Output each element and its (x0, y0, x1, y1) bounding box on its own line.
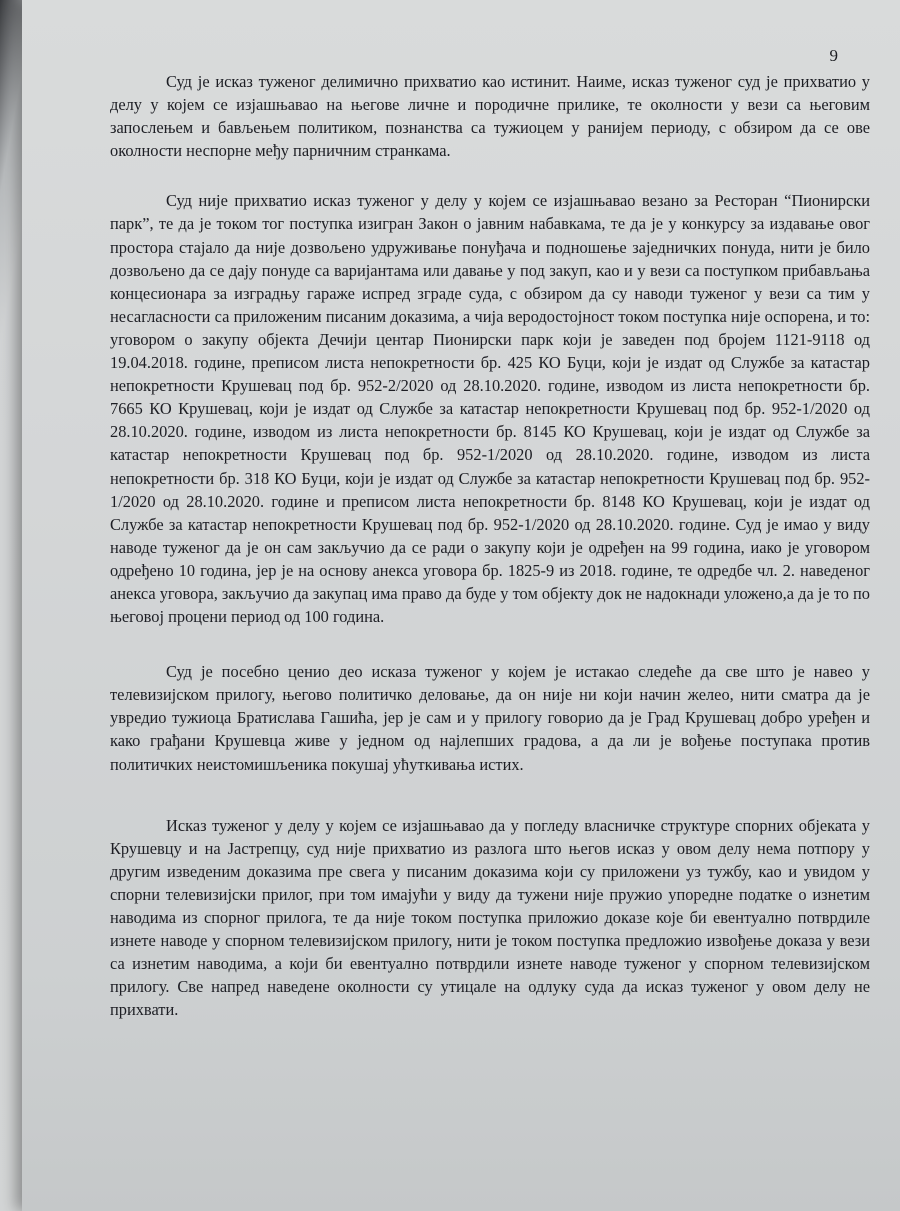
document-page (22, 0, 900, 1211)
paragraph-1: Суд је исказ туженог делимично прихватио као истинит. Наиме, исказ туженог суд је прихватио у делу у којем се изјашњавао на његове личне и породичне прилике, те околности у вези са његовим запослењем и бављењем политиком, познанства са тужиоцем у ранијем периоду, с обзиром да се ове околности неспорне међу парничним странкама. (110, 72, 870, 161)
paragraph-3: Суд је посебно ценио део исказа туженог у којем је истакао следеће да све што је навео у телевизијском прилогу, његово политичко деловање, да он није ни који начин желео, нити сматра да је увредио тужиоца Братислава Гашића, јер је сам и у прилогу говорио да је Град Крушевац добро уређен и како грађани Крушевца живе у једном од најлепших градова, а да ли је вођење поступака против политичких неистомишљеника покушај ућуткивања истих. (110, 662, 870, 774)
paragraph-2: Суд није прихватио исказ туженог у делу у којем се изјашњавао везано за Ресторан “Пионирски парк”, те да је током тог поступка изигран Закон о јавним набавкама, те да је у конкурсу за издавање овог простора стајало да није дозвољено удруживање понуђача и подношење заједничких понуда, нити је било дозвољено да се дају понуде са варијантама или давање у под закуп, као и у вези са поступком прибављања концесионара за изградњу гараже испред зграде суда, с обзиром да су наводи туженог у вези са тим у несагласности са приложеним писаним доказима, а чија веродостојност током поступка није оспорена, и то: уговором о закупу објекта Дечији центар Пионирски парк који је заведен под бројем 1121-9118 од 19.04.2018. године, преписом листа непокретности бр. 425 КО Буци, који је издат од Службе за катастар непокретности Крушевац под бр. 952-2/2020 од 28.10.2020. године, изводом из листа непокретности бр. 7665 КО Крушевац, који је издат од Службе за катастар непокретности Крушевац под бр. 952-1/2020 од 28.10.2020. године, изводом из листа непокретности бр. 8145 КО Крушевац, који је издат од Службе за катастар непокретности Крушевац под бр. 952-1/2020 од 28.10.2020. године, изводом из листа непокретности бр. 318 КО Буци, који је издат од Службе за катастар непокретности Крушевац под бр. 952-1/2020 од 28.10.2020. године и преписом листа непокретности бр. 8148 КО Крушевац, који је издат од Службе за катастар непокретности Крушевац под бр. 952-1/2020 од 28.10.2020. године. Суд је имао у виду наводе туженог да је он сам закључио да се ради о закупу који је одређен на 99 година, иако је уговором одређено 10 година, јер је на основу анекса уговора бр. 1825-9 из 2018. године, те одредбе чл. 2. наведеног анекса уговора, закључио да закупац има право да буде у том објекту док не надокнади уложено,а да је то по његовој процени период од 100 година. (110, 191, 870, 627)
page-number: 9 (829, 46, 838, 65)
document-body (110, 70, 870, 1021)
paragraph-4: Исказ туженог у делу у којем се изјашњавао да у погледу власничке структуре спорних објеката у Крушевцу и на Јастрепцу, суд није прихватио из разлога што његов исказ у овом делу нема потпору у другим изведеним доказима пре свега у писаним доказима који су приложени уз тужбу, као и увидом у спорни телевизијски прилог, при том имајући у виду да тужени није пружио упоредне податке о изнетим наводима из спорног прилога, те да није током поступка приложио доказе које би евентуално потврдиле изнете наводе у спорном телевизијском прилогу, нити је током поступка предложио извођење доказа у вези са изнетим наводима, а који би евентуално потврдили изнете наводе туженог у спорном телевизијском прилогу. Све напред наведене околности су утицале на одлуку суда да исказ туженог у овом делу не прихвати. (110, 815, 870, 1020)
